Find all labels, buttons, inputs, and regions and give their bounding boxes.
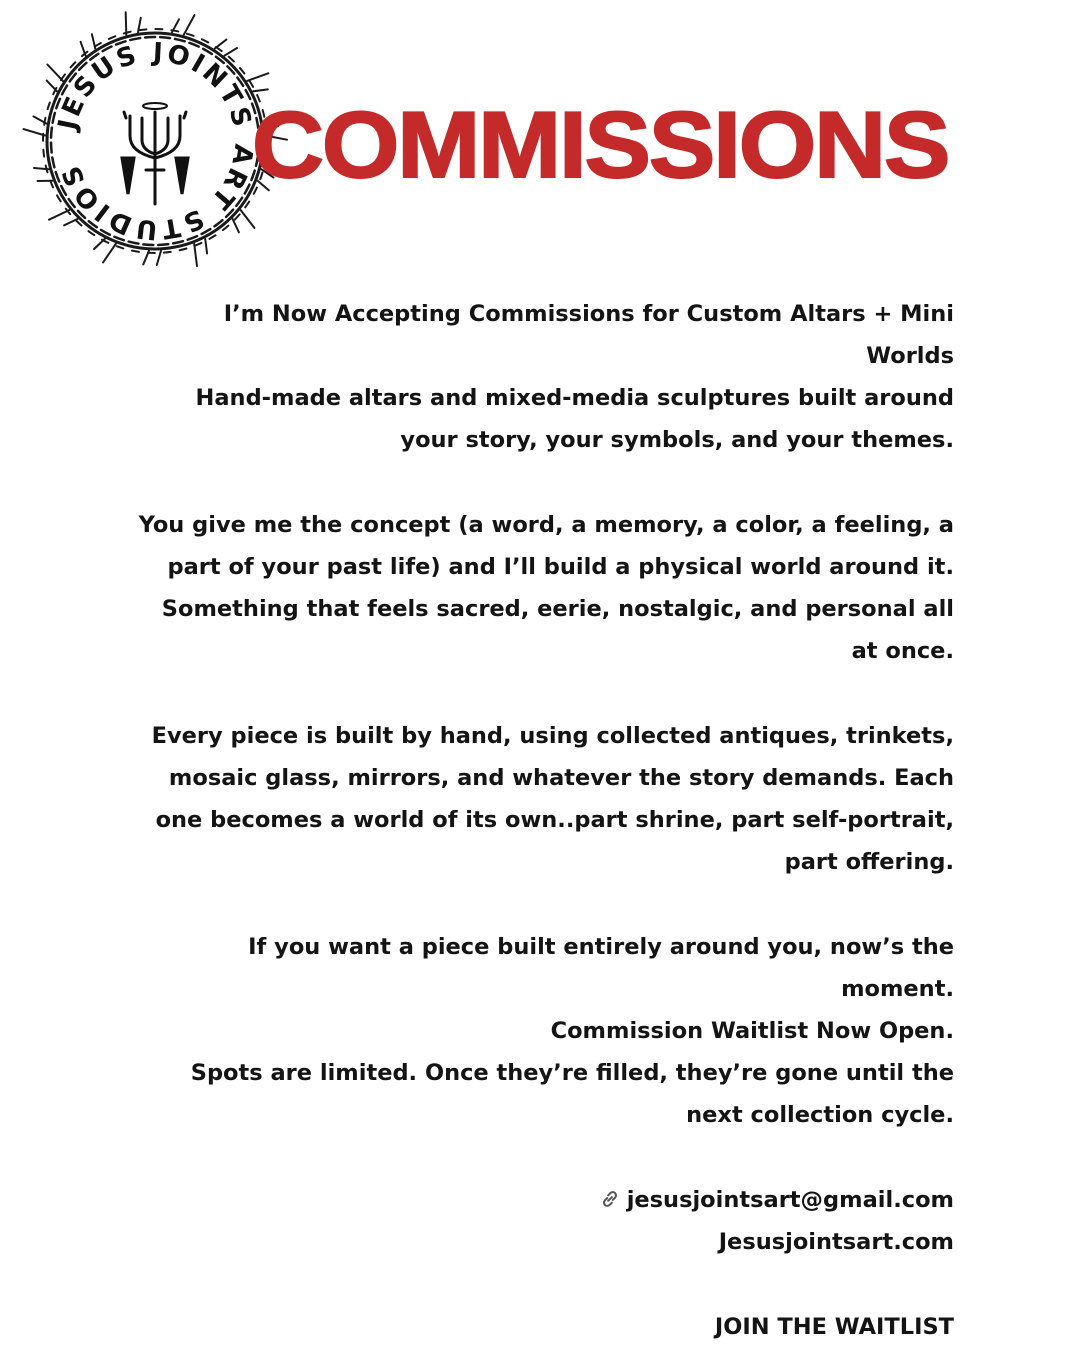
thorn-spike [224,48,237,56]
thorn-spike [194,244,197,266]
thorn-spike [143,251,149,265]
thorn-spike [233,219,239,232]
thorn-spike [126,12,127,35]
waitlist-heading: Commission Waitlist Now Open. [550,1018,954,1044]
thorn-spike [34,168,49,169]
thorn-spike [24,129,46,135]
thorn-spike [253,89,268,91]
logo-ring-text: JESUS JOINTS ART STUDIOS [52,37,259,245]
intro-paragraph: Hand-made altars and mixed-media sculptures built around your story, your symbols, and your themes. [195,385,954,453]
email-line [134,1179,954,1224]
email-address[interactable]: jesusjointsart@gmail.com [626,1187,954,1213]
thorn-spike [184,15,195,35]
link-icon [599,1182,621,1224]
thorn-spike [92,34,95,48]
thorn-spike [205,239,207,254]
thorn-spike [47,81,57,92]
thorn-spike [215,40,227,49]
thorn-spike [247,73,268,81]
thorn-spike [49,210,69,220]
thorn-spike [47,65,63,81]
thorn-spike [81,42,86,56]
concept-paragraph: You give me the concept (a word, a memory, a color, a feeling, a part of your past life) and I’ll build a physical world around it. Something that feels sacred, eerie, nostalgic, and personal all at once. [138,512,954,664]
join-waitlist-link[interactable]: JOIN THE WAITLIST [714,1314,954,1340]
process-paragraph: Every piece is built by hand, using collected antiques, trinkets, mosaic glass, mirrors, and whatever the story demands. Each one becomes a world of its own..part shrine, part self-portrait, part offering. [151,723,954,875]
thorn-spike [103,244,116,263]
call-to-action-paragraph: If you want a piece built entirely around you, now’s the moment. [248,934,954,1002]
thorn-spike [94,239,105,249]
studio-logo [22,8,288,274]
thorn-spike [157,251,161,265]
waitlist-note: Spots are limited. Once they’re filled, they’re gone until the next collection cycle. [190,1060,954,1128]
page-title: COMMISSIONS [252,92,949,197]
thorn-spike [64,219,77,225]
website-link[interactable]: Jesusjointsart.com [718,1229,954,1255]
intro-heading: I’m Now Accepting Commissions for Custom Altars + Mini Worlds [223,301,954,369]
thorn-spike [241,210,255,228]
